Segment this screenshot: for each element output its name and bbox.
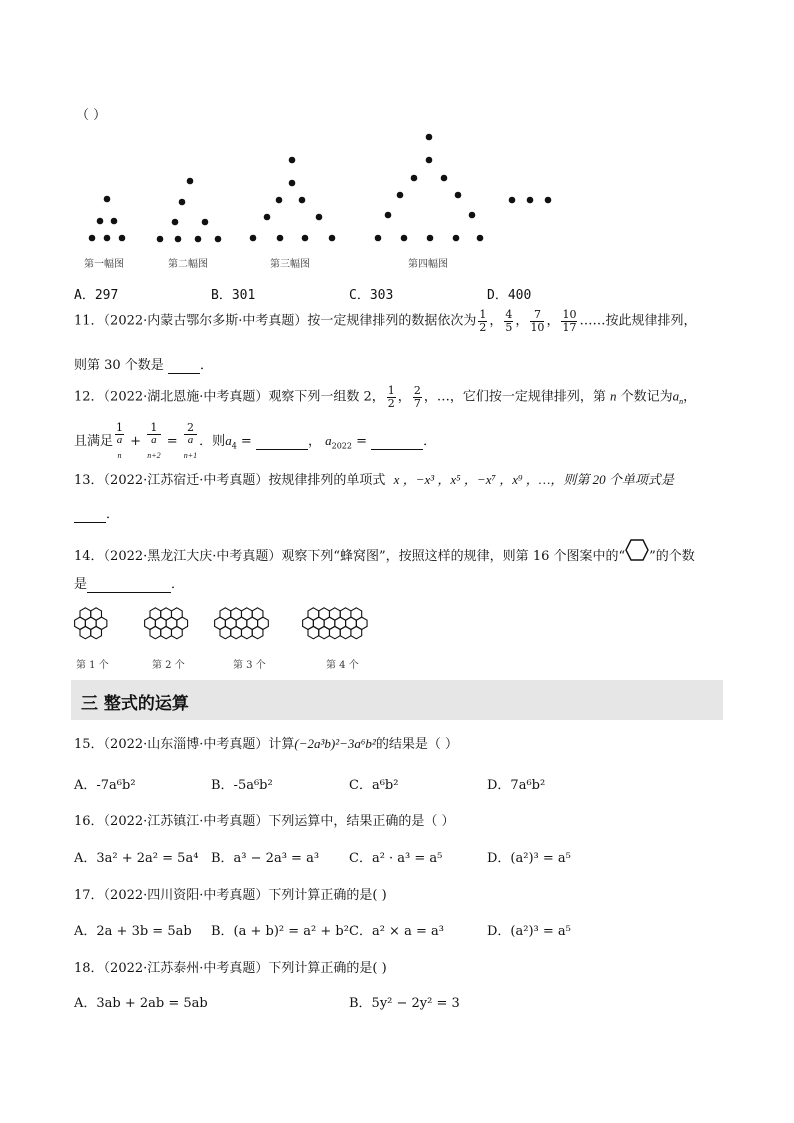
honeycomb-figures (70, 600, 400, 660)
q16-option-a: A．3a² + 2a² = 5a⁴ (74, 851, 199, 866)
q16-option-b: B．a³ − 2a³ = a³ (211, 851, 320, 866)
hexagon-cell (150, 626, 161, 638)
honeycomb-caption-1: 第 1 个 (76, 660, 109, 671)
caption-fig3: 第三幅图 (270, 259, 310, 270)
q12-line1: 12．（2022·湖北恩施·中考真题）观察下列一组数 2， $\frac{1}{2}$ ， $\frac{2}{7}$ ，…，它们按一定规律排列，第 n 个数记为$a_n$， (74, 384, 697, 410)
q16-stem: 16．（2022·江苏镇江·中考真题）下列运算中，结果正确的是（ ） (74, 814, 455, 829)
q18-stem: 18．（2022·江苏泰州·中考真题）下列计算正确的是( ) (74, 961, 387, 976)
q14-line2: 是 ． (74, 577, 185, 592)
q11-answer-blank[interactable] (168, 358, 200, 374)
hexagon-icon (625, 538, 649, 562)
q11-line1: 11．（2022·内蒙古鄂尔多斯·中考真题）按一定规律排列的数据依次为 $\frac{1}{2}$ ， $\frac{4}{5}$ ， $\frac{7}{10}$ ， $\frac{10}{17}$ ……按此规律排列， (74, 308, 697, 334)
q16-option-c: C．a² · a³ = a⁵ (349, 851, 443, 866)
hexagon-cell (161, 626, 172, 638)
q15-stem: 15．（2022·山东淄博·中考真题）计算(−2a³b)²−3a⁶b²的结果是（ ） (74, 736, 458, 752)
q12-frac-1: $\frac{1}{2}$ (387, 384, 395, 410)
q11-frac-4: $\frac{10}{17}$ (562, 308, 577, 334)
honeycomb-caption-2: 第 2 个 (152, 660, 185, 671)
caption-fig1: 第一幅图 (84, 259, 124, 270)
dot-pattern-figure (80, 125, 560, 270)
q17-option-c: C．a² × a = a³ (349, 924, 444, 939)
hexagon-cell (329, 626, 340, 638)
dot-figure-2 (157, 178, 222, 243)
q11-lead: 11．（2022·内蒙古鄂尔多斯·中考真题）按一定规律排列的数据依次为 (74, 313, 477, 329)
hexagon-cell (171, 626, 182, 638)
hexagon-cell (220, 626, 231, 638)
q13-line1: 13．（2022·江苏宿迁·中考真题）按规律排列的单项式 x ，−x³ ，x⁵ ，−x⁷ ，x⁹ ，…，则第 20 个单项式是 (74, 472, 674, 488)
q13-line2: ． (74, 503, 119, 523)
q15-option-a: A．-7a⁶b² (74, 778, 136, 793)
hexagon-cell (340, 626, 351, 638)
q17-option-b: B．(a + b)² = a² + b² (211, 924, 349, 939)
hexagon-cell (241, 626, 252, 638)
q10-option-d: D．400 (487, 288, 532, 303)
q15-option-c: C．a⁶b² (349, 778, 399, 793)
q10-option-c: C．303 (349, 288, 394, 303)
hexagon-cell (80, 626, 91, 638)
hexagon-cell (319, 626, 330, 638)
q17-option-d: D．(a²)³ = a⁵ (487, 924, 571, 939)
q10-option-b: B．301 (211, 288, 256, 303)
q12-line2: 且满足 1 a $_n$ + 1 a $_{n+2}$ = 2 a $_{n+1}$ ．则$a_4$ = ， $a_{2022}$ = ． (74, 421, 437, 461)
q14-answer-blank[interactable] (87, 577, 171, 593)
caption-fig2: 第二幅图 (168, 259, 208, 270)
q14-line1: 14．（2022·黑龙江大庆·中考真题）观察下列“蜂窝图”，按照这样的规律，则第 16 个图案中的“ ”的个数 (74, 545, 695, 564)
caption-fig4: 第四幅图 (408, 259, 448, 270)
ellipsis-dots (509, 197, 552, 204)
q18-option-a: A．3ab + 2ab = 5ab (74, 996, 208, 1011)
q10-option-a: A．297 (74, 288, 119, 303)
dot-figure-4 (375, 134, 484, 242)
honeycomb-caption-4: 第 4 个 (326, 660, 359, 671)
q12-blank-a4[interactable] (256, 434, 308, 450)
hexagon-cell (231, 626, 242, 638)
q13-answer-blank[interactable] (74, 507, 106, 523)
hexagon-cell (91, 626, 102, 638)
section-title: 三 整式的运算 (81, 694, 189, 714)
q18-option-b: B．5y² − 2y² = 3 (349, 996, 460, 1011)
dot-figure-1 (89, 196, 126, 242)
q11-frac-2: $\frac{4}{5}$ (505, 308, 513, 334)
hexagon-cell (308, 626, 319, 638)
q17-option-a: A．2a + 3b = 5ab (74, 924, 192, 939)
q15-expression: (−2a³b)²−3a⁶b² (294, 736, 376, 751)
q12-frac-2: $\frac{2}{7}$ (413, 384, 421, 410)
dot-figure-3 (250, 157, 336, 242)
hexagon-cell (252, 626, 263, 638)
q11-tail: ……按此规律排列， (579, 313, 697, 329)
q11-line2: 则第 30 个数是 ． (74, 358, 213, 373)
q15-option-d: D．7a⁶b² (487, 778, 546, 793)
q11-frac-1: $\frac{1}{2}$ (479, 308, 487, 334)
q11-frac-3: $\frac{7}{10}$ (530, 308, 545, 334)
q10-paren: （ ） (76, 108, 107, 123)
q16-option-d: D．(a²)³ = a⁵ (487, 851, 571, 866)
honeycomb-caption-3: 第 3 个 (233, 660, 266, 671)
q12-blank-a2022[interactable] (371, 434, 423, 450)
q17-stem: 17．（2022·四川资阳·中考真题）下列计算正确的是( ) (74, 888, 387, 903)
q15-option-b: B．-5a⁶b² (211, 778, 273, 793)
hexagon-cell (351, 626, 362, 638)
section-header (71, 680, 723, 720)
